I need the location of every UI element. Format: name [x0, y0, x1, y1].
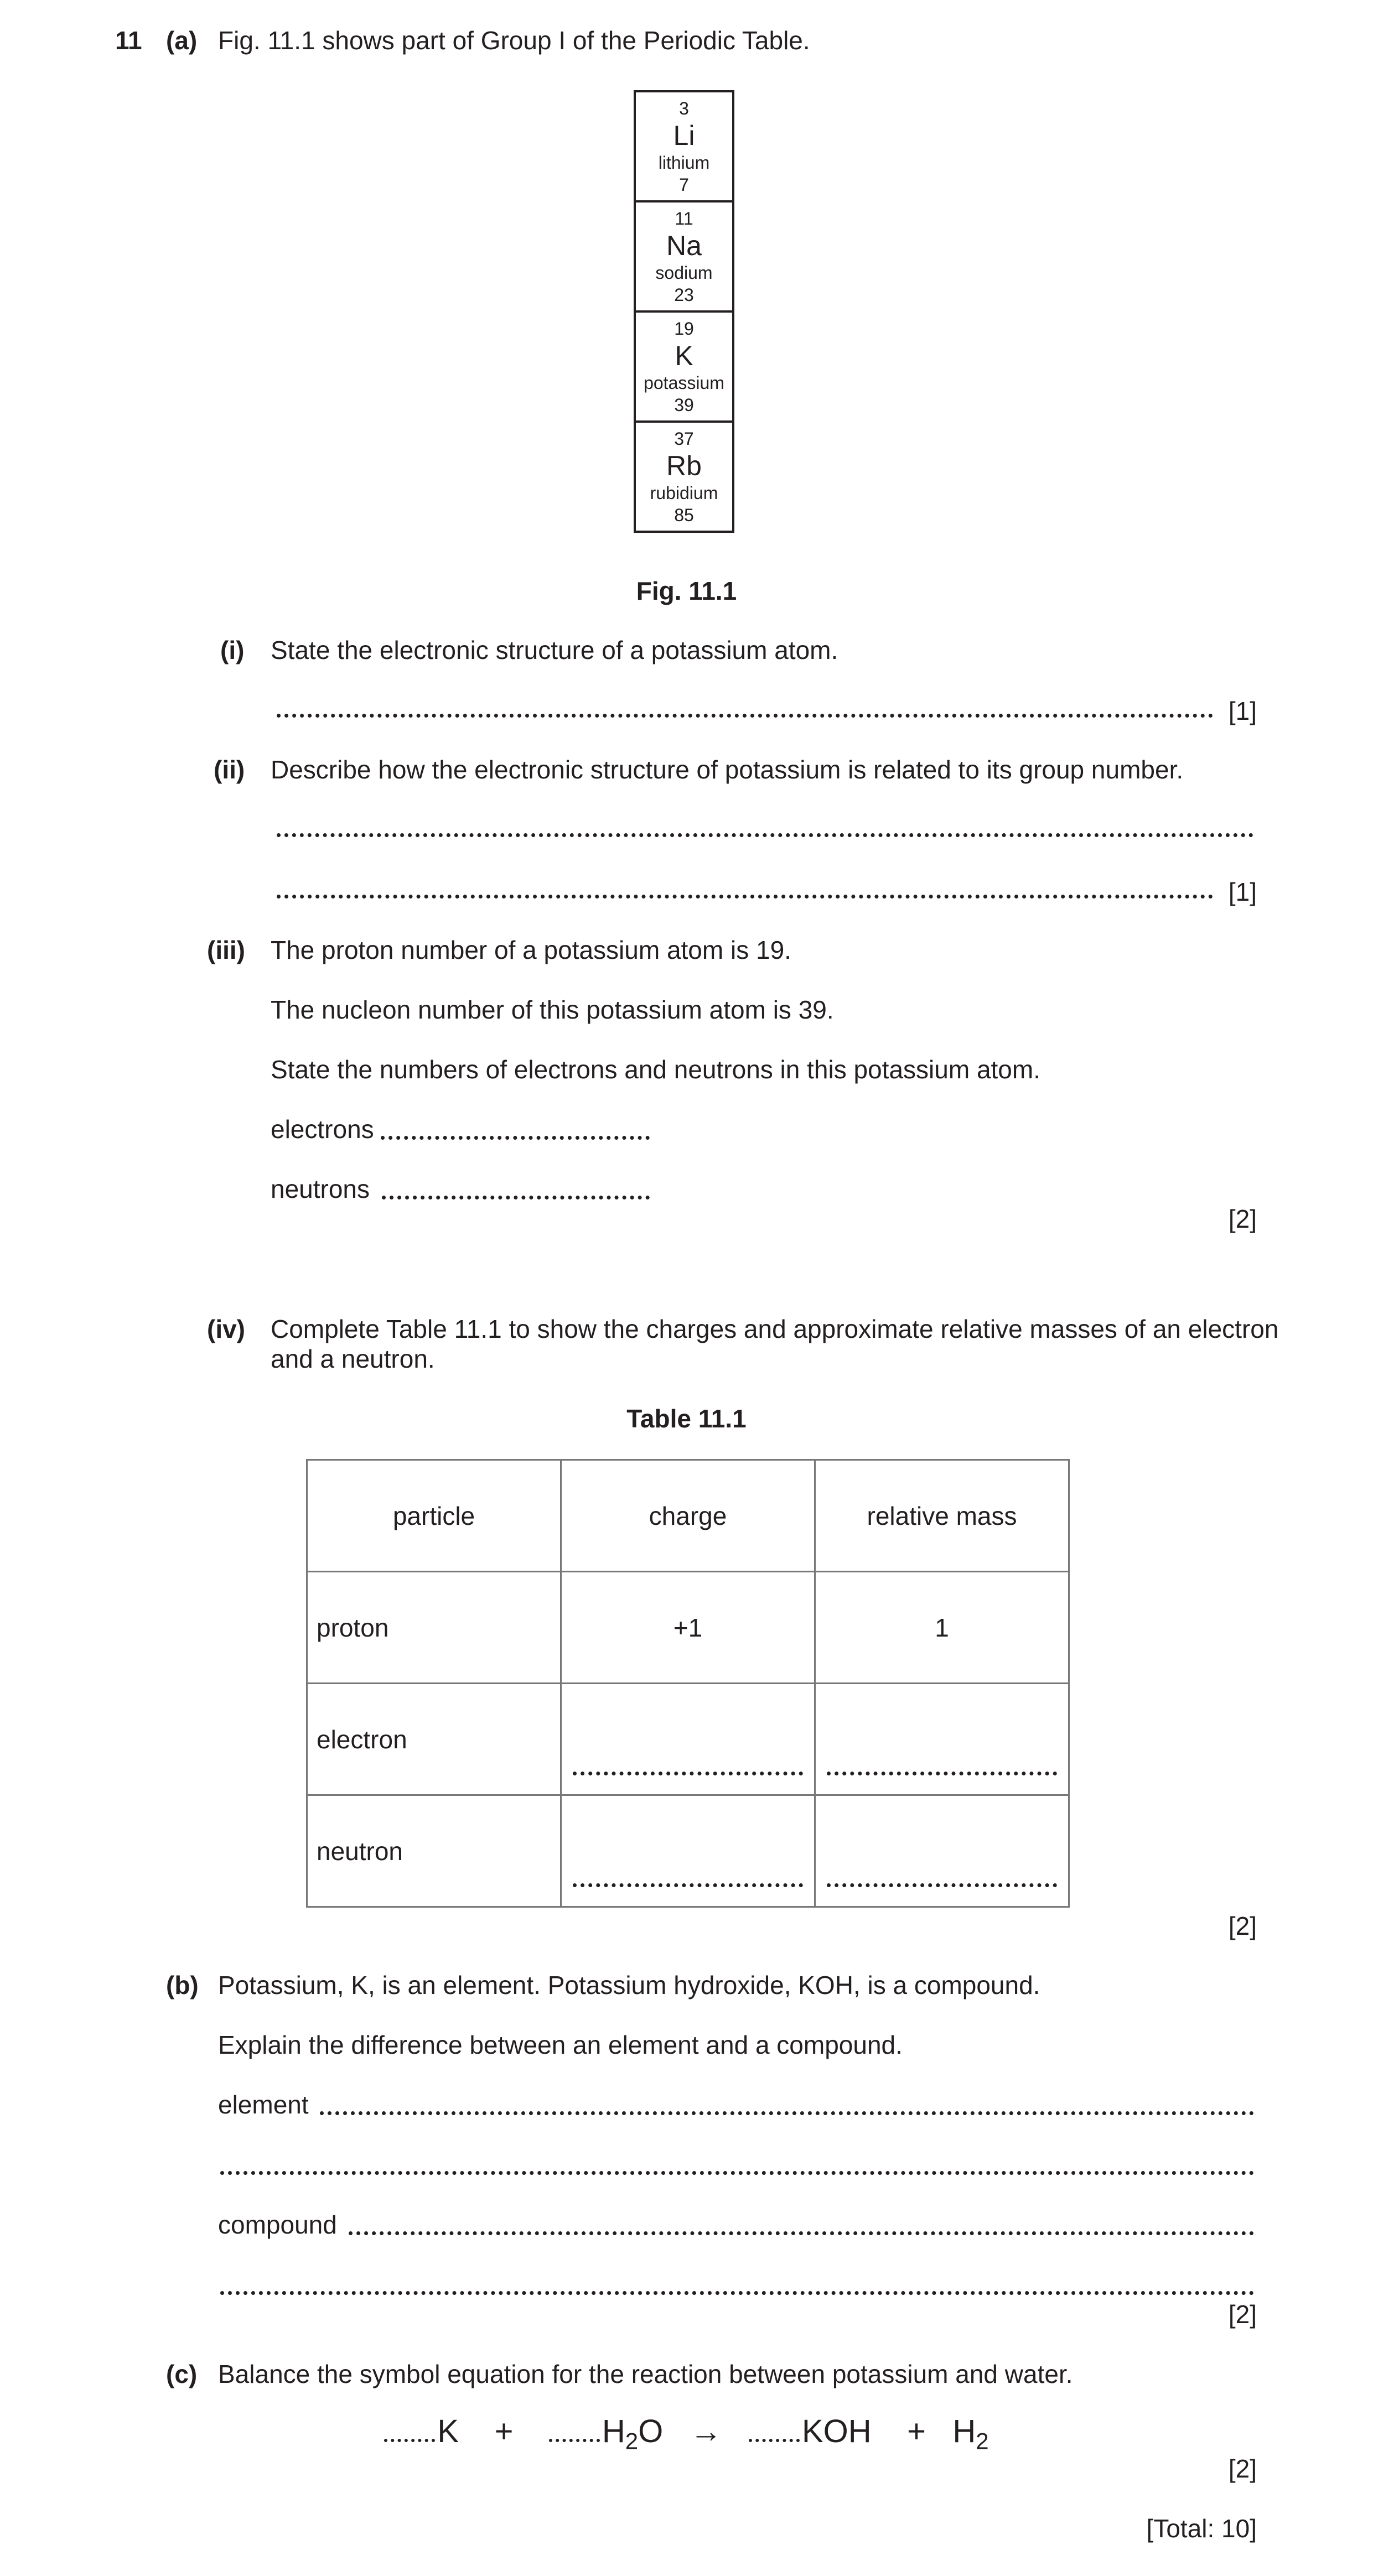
eq-plus: +: [494, 2413, 514, 2449]
part-ii-text: Describe how the electronic structure of potassium is related to its group number.: [271, 755, 1184, 784]
answer-dots[interactable]: [827, 1772, 1057, 1775]
element-symbol: Rb: [666, 450, 702, 481]
coefficient-blank-koh[interactable]: [749, 2439, 800, 2442]
header-particle: particle: [307, 1460, 561, 1572]
answer-line-i[interactable]: [277, 714, 1213, 718]
compound-label: compound: [218, 2210, 337, 2239]
table-row-electron: [307, 1684, 1069, 1795]
cell-charge-answer[interactable]: [561, 1795, 815, 1907]
cell-charge: +1: [561, 1572, 815, 1684]
table-row-neutron: [307, 1795, 1069, 1907]
relative-atomic-mass: 39: [674, 394, 694, 415]
header-relative-mass: relative mass: [815, 1460, 1069, 1572]
figure-caption: Fig. 11.1: [636, 577, 737, 605]
answer-line-ii-1[interactable]: [277, 833, 1253, 837]
proton-number: 37: [674, 428, 694, 449]
eq-o: O: [638, 2413, 664, 2449]
compound-answer-line-2[interactable]: [220, 2291, 1254, 2295]
part-c-text: Balance the symbol equation for the reaction between potassium and water.: [218, 2360, 1073, 2388]
eq-arrow: →: [690, 2413, 722, 2449]
proton-number: 19: [674, 318, 694, 339]
element-cell-lithium: [636, 92, 732, 202]
part-c-label: (c): [166, 2360, 198, 2388]
element-cell-potassium: [636, 313, 732, 423]
cell-mass-answer[interactable]: [815, 1684, 1069, 1795]
coefficient-blank-k[interactable]: [384, 2439, 435, 2442]
coefficient-blank-water[interactable]: [549, 2439, 600, 2442]
mark-ii: [1]: [1228, 877, 1257, 906]
element-name: sodium: [655, 262, 713, 283]
part-i-text: State the electronic structure of a potassium atom.: [271, 636, 838, 664]
neutrons-answer-line[interactable]: [382, 1196, 650, 1199]
part-i-label: (i): [220, 636, 245, 664]
element-label: element: [218, 2090, 309, 2119]
element-cell-rubidium: [636, 423, 732, 531]
table-row-proton: [307, 1572, 1069, 1684]
table-header-row: [307, 1460, 1069, 1572]
cell-particle: neutron: [307, 1795, 561, 1907]
cell-particle: electron: [307, 1684, 561, 1795]
part-iv-line2: and a neutron.: [271, 1344, 435, 1373]
eq-water-subscript: 2: [625, 2428, 639, 2454]
cell-particle: proton: [307, 1572, 561, 1684]
answer-dots[interactable]: [573, 1883, 803, 1887]
part-iii-line1: The proton number of a potassium atom is 19.: [271, 936, 791, 964]
compound-answer-line[interactable]: [349, 2231, 1254, 2235]
neutrons-label: neutrons: [271, 1175, 370, 1203]
eq-h: H: [602, 2413, 625, 2449]
proton-number: 3: [679, 98, 689, 118]
particle-table: [306, 1459, 1070, 1908]
element-symbol: Na: [666, 230, 702, 261]
header-charge: charge: [561, 1460, 815, 1572]
mark-c: [2]: [1228, 2454, 1257, 2483]
relative-atomic-mass: 23: [674, 284, 694, 305]
part-a-label: (a): [166, 26, 198, 55]
eq-h2: H: [952, 2413, 976, 2449]
element-symbol: K: [675, 340, 693, 371]
element-cell-sodium: [636, 202, 732, 313]
part-b-label: (b): [166, 1971, 199, 1999]
eq-plus: +: [907, 2413, 926, 2449]
cell-mass: 1: [815, 1572, 1069, 1684]
part-iv-line1: Complete Table 11.1 to show the charges and approximate relative masses of an electron: [271, 1315, 1279, 1343]
electrons-answer-line[interactable]: [381, 1136, 650, 1140]
part-ii-label: (ii): [214, 755, 245, 784]
mark-b: [2]: [1228, 2300, 1257, 2329]
element-name: lithium: [658, 152, 710, 173]
element-name: rubidium: [650, 482, 718, 503]
cell-charge-answer[interactable]: [561, 1684, 815, 1795]
part-b-line1: Potassium, K, is an element. Potassium hydroxide, KOH, is a compound.: [218, 1971, 1040, 1999]
electrons-label: electrons: [271, 1115, 374, 1144]
periodic-group-figure: [634, 90, 734, 533]
cell-mass-answer[interactable]: [815, 1795, 1069, 1907]
answer-dots[interactable]: [573, 1772, 803, 1775]
relative-atomic-mass: 7: [679, 174, 689, 195]
total-marks: [Total: 10]: [1146, 2514, 1257, 2543]
mark-iv: [2]: [1228, 1912, 1257, 1940]
relative-atomic-mass: 85: [674, 505, 694, 525]
eq-h2-subscript: 2: [976, 2428, 989, 2454]
question-number: 11: [115, 26, 142, 55]
symbol-equation: [0, 2412, 1373, 2461]
eq-koh: KOH: [801, 2413, 872, 2449]
answer-dots[interactable]: [827, 1883, 1057, 1887]
part-iii-line3: State the numbers of electrons and neutrons in this potassium atom.: [271, 1055, 1040, 1084]
part-iii-line2: The nucleon number of this potassium atom is 39.: [271, 995, 834, 1024]
part-iii-label: (iii): [207, 936, 245, 964]
table-caption: Table 11.1: [626, 1404, 747, 1433]
mark-iii: [2]: [1228, 1204, 1257, 1233]
eq-k: K: [437, 2413, 459, 2449]
element-answer-line[interactable]: [320, 2111, 1254, 2115]
part-iv-label: (iv): [207, 1315, 245, 1343]
answer-line-ii-2[interactable]: [277, 895, 1213, 899]
mark-i: [1]: [1228, 697, 1257, 725]
element-name: potassium: [644, 372, 724, 393]
element-symbol: Li: [673, 120, 695, 151]
element-answer-line-2[interactable]: [220, 2171, 1254, 2175]
part-b-line2: Explain the difference between an element and a compound.: [218, 2030, 903, 2059]
proton-number: 11: [675, 208, 693, 228]
part-a-intro: Fig. 11.1 shows part of Group I of the Periodic Table.: [218, 26, 810, 55]
